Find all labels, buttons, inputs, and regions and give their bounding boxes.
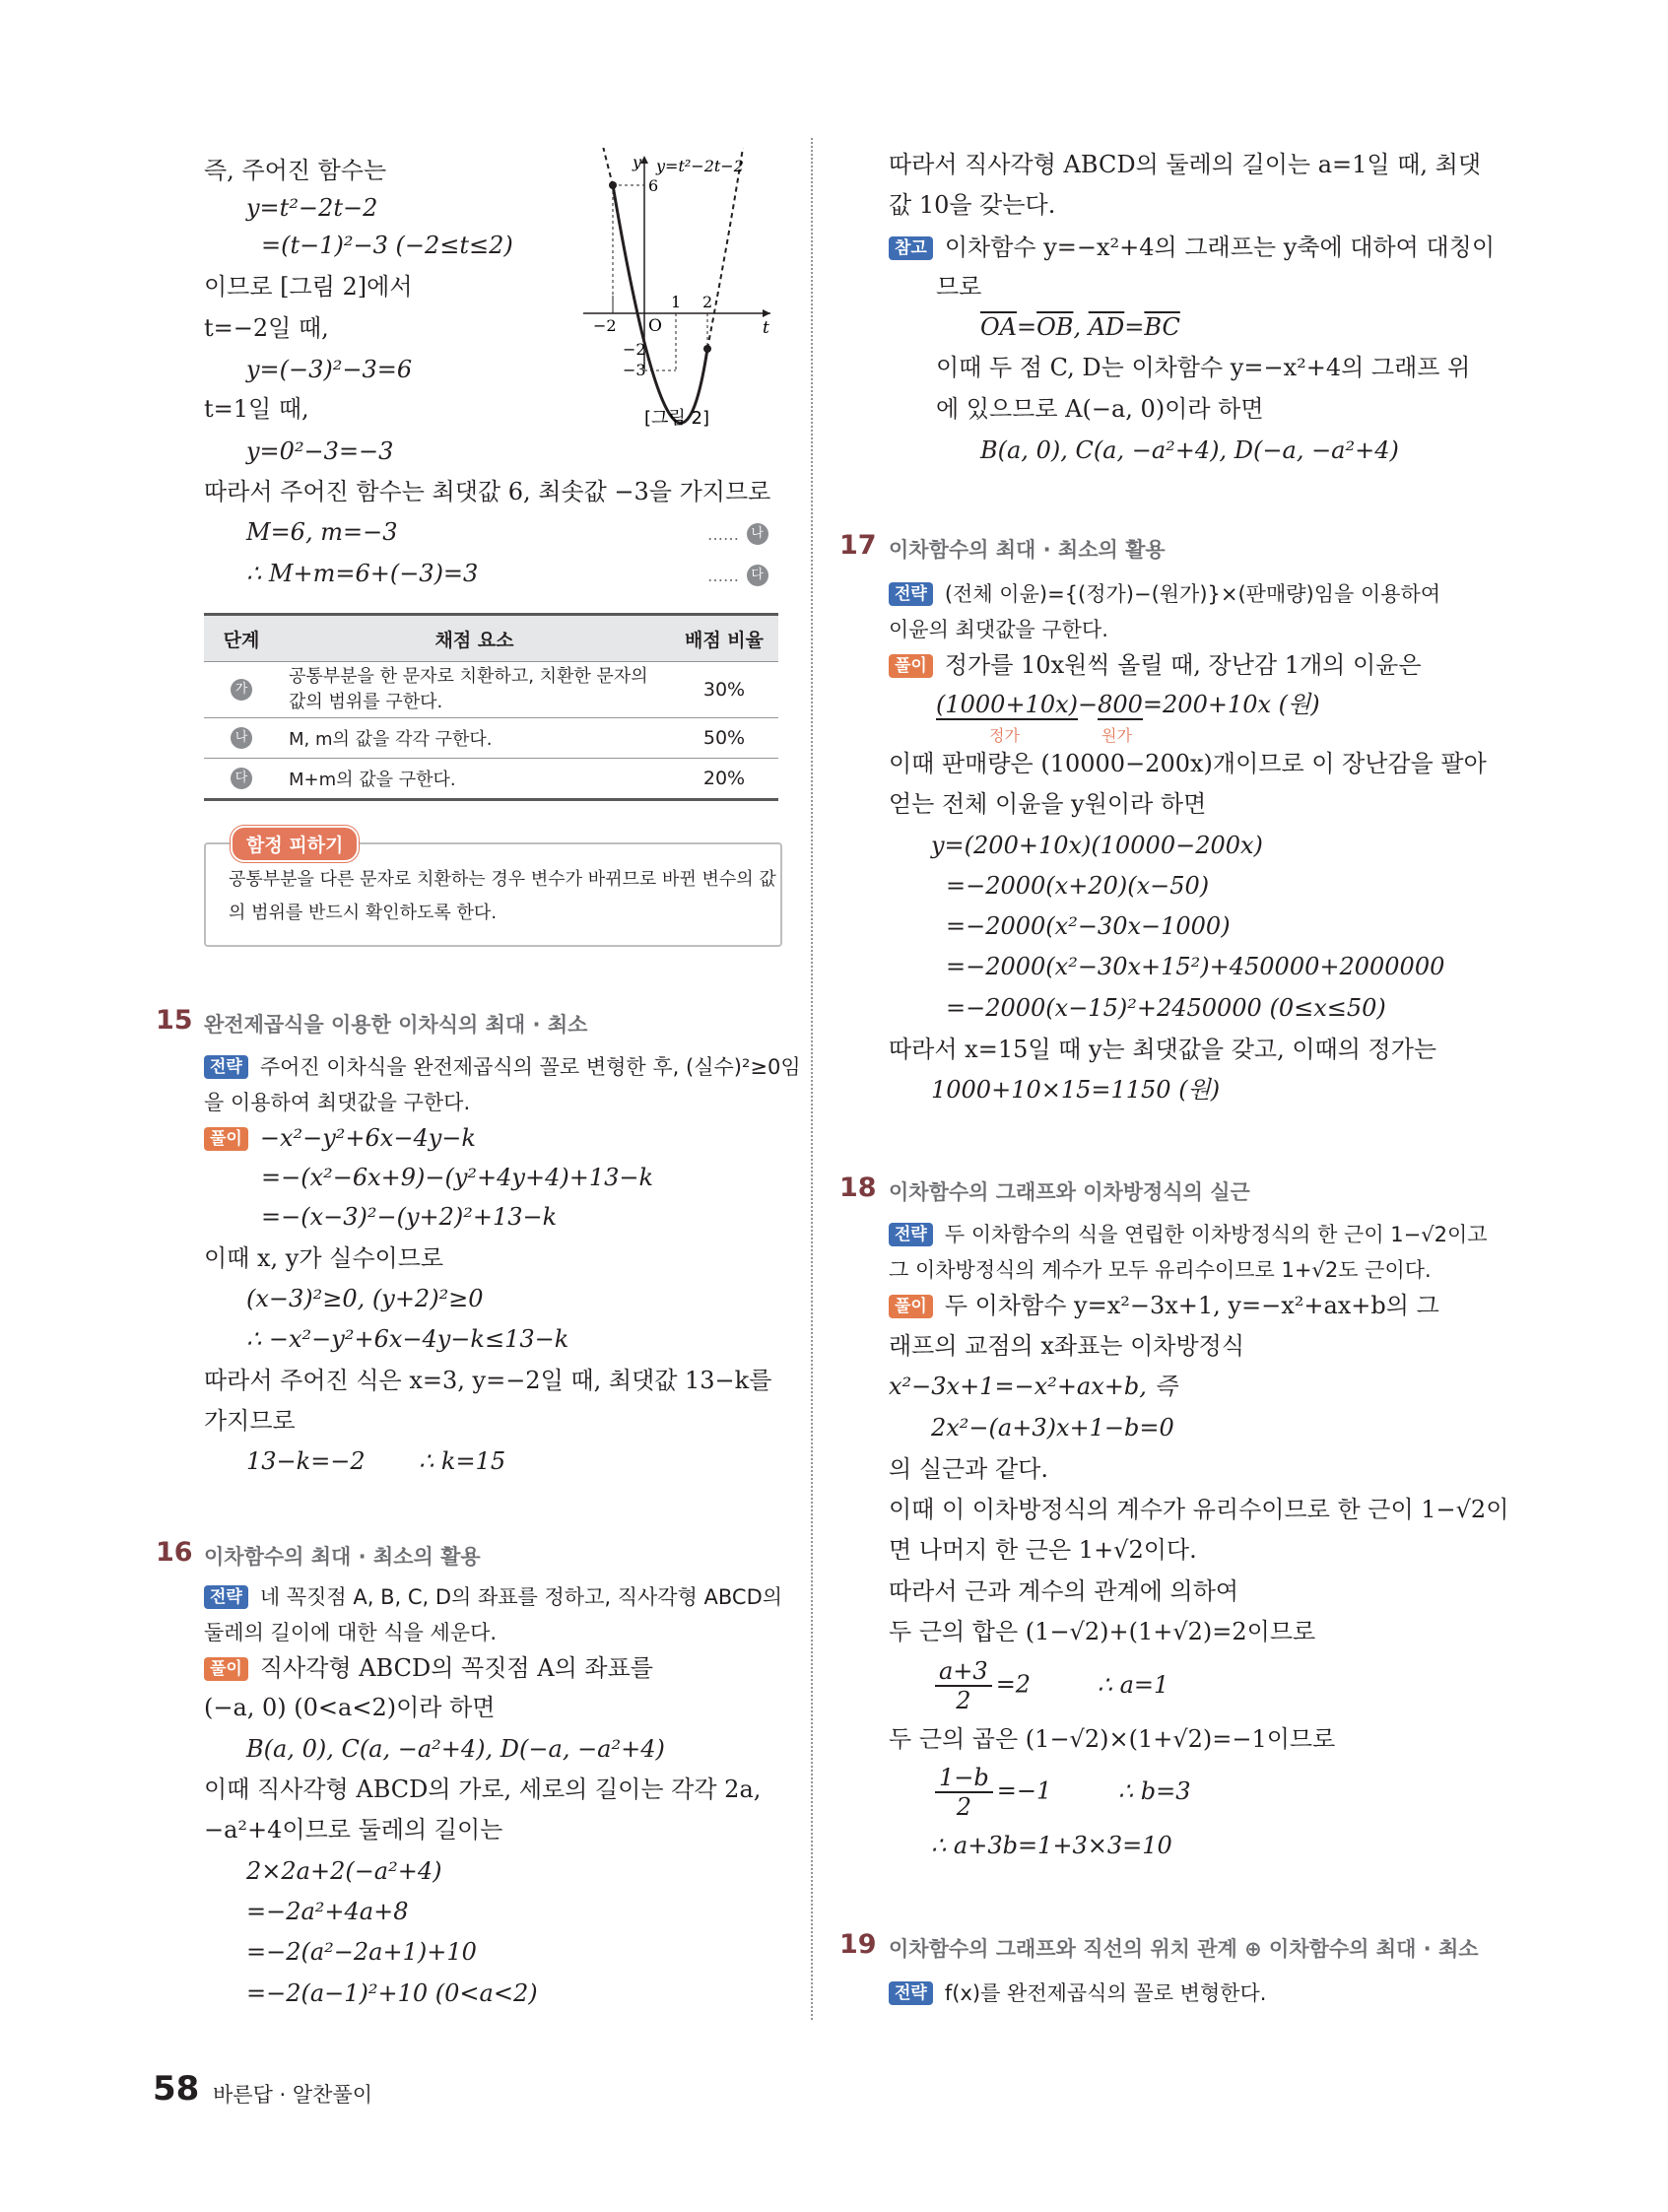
scoring-table [204,613,778,801]
text-line: 이때 x, y가 실수이므로 [204,1244,444,1272]
tick-label: −3 [623,361,646,379]
equation: 1000+10×15=1150 (원) [931,1076,1221,1104]
question-title: 완전제곱식을 이용한 이차식의 최대 · 최소 [204,1013,588,1037]
tick-label: −2 [623,340,646,359]
table-cell: 30% [670,662,778,718]
column-divider [811,138,813,2020]
equation: =−2(a−1)²+10 (0<a<2) [246,1979,538,2007]
text-line: 따라서 근과 계수의 관계에 의하여 [889,1577,1239,1605]
solution-line: 풀이 정가를 10x원씩 올릴 때, 장난감 1개의 이윤은 [889,650,1422,680]
text-line: 가지므로 [204,1407,296,1435]
question-number: 15 [156,1005,193,1036]
table-cell: 50% [670,718,778,759]
footer-label: 바른답 · 알찬풀이 [213,2083,373,2107]
strategy-line: 전략 주어진 이차식을 완전제곱식의 꼴로 변형한 후, (실수)²≥0임 [204,1052,801,1082]
equation: =−2(a²−2a+1)+10 [246,1938,477,1966]
equation: B(a, 0), C(a, −a²+4), D(−a, −a²+4) [980,436,1399,464]
text-line: 의 실근과 같다. [889,1455,1048,1483]
graph-equation: y=t²−2t−2 [656,157,744,175]
fraction-equation: $\frac{a+3}{2}$ =2 ∴ a=1 [931,1657,1168,1714]
cost-label: 원가 [1101,726,1132,745]
text-line: −a²+4이므로 둘레의 길이는 [204,1816,503,1843]
fraction-equation: $\frac{1-b}{2}$ =−1 ∴ b=3 [931,1764,1191,1821]
figure-caption: [그림 2] [644,408,709,429]
equation: y=(−3)²−3=6 [246,356,413,383]
equation: y=0²−3=−3 [246,437,394,465]
question-title: 이차함수의 그래프와 직선의 위치 관계 ⊕ 이차함수의 최대 · 최소 [889,1937,1479,1961]
step-badge: 나 [231,727,252,749]
equation: ∴ M+m=6+(−3)=3 [246,560,479,587]
table-row [204,759,778,800]
equation: 13−k=−2 [246,1447,366,1475]
text-line: 얻는 전체 이윤을 y원이라 하면 [889,790,1207,818]
text-line: 므로 [936,273,982,301]
equation: ∴ k=15 [419,1447,506,1475]
step-marker: …… 다 [707,559,768,591]
table-row [204,662,778,718]
text-line: 에 있으므로 A(−a, 0)이라 하면 [936,395,1264,423]
solution-tag: 풀이 [889,654,933,678]
strategy-tag: 전략 [889,1981,933,2005]
table-cell: 공통부분을 한 문자로 치환하고, 치환한 문자의 값의 범위를 구한다. [279,662,670,718]
equation: x²−3x+1=−x²+ax+b, 즉 [889,1373,1177,1400]
equation: $\overline{OA}=\overline{OB}$, $\overline{AD}=\overline{BC}$ [980,313,1180,341]
text-line: 면 나머지 한 근은 1+√2이다. [889,1536,1197,1564]
strategy-tag: 전략 [889,1223,933,1246]
table-header: 배점 비율 [670,615,778,662]
question-number: 16 [156,1537,193,1568]
table-header: 단계 [204,615,279,662]
equation: M=6, m=−3 [246,518,398,546]
equation: =−(x²−6x+9)−(y²+4y+4)+13−k [261,1164,654,1191]
strategy-line: 전략 두 이차함수의 식을 연립한 이차방정식의 한 근이 1−√2이고 [889,1220,1488,1249]
table-cell: M, m의 값을 각각 구한다. [279,718,670,759]
equation: (1000+10x)−800=200+10x (원) [936,691,1320,718]
equation: =−2000(x−15)²+2450000 (0≤x≤50) [946,994,1386,1022]
trap-text: 공통부분을 다른 문자로 치환하는 경우 변수가 바뀌므로 바뀐 변수의 값 [229,869,776,890]
text-line: 이때 직사각형 ABCD의 가로, 세로의 길이는 각각 2a, [204,1776,762,1803]
tick-label: −2 [593,316,617,335]
step-na-icon: 나 [747,523,768,545]
origin-label: O [648,316,662,336]
equation: =−2000(x²−30x−1000) [946,912,1231,940]
table-header: 채점 요소 [279,615,670,662]
step-da-icon: 다 [747,565,768,586]
text-line: 이때 판매량은 (10000−200x)개이므로 이 장난감을 팔아 [889,750,1487,777]
text-line: 이때 이 이차방정식의 계수가 유리수이므로 한 근이 1−√2이 [889,1496,1509,1523]
equation: B(a, 0), C(a, −a²+4), D(−a, −a²+4) [246,1735,665,1763]
step-badge: 가 [231,679,252,701]
text-line: 두 근의 곱은 (1−√2)×(1+√2)=−1이므로 [889,1725,1336,1753]
table-row [204,718,778,759]
equation: ∴ a+3b=1+3×3=10 [931,1832,1172,1859]
strategy-line: 둘레의 길이에 대한 식을 세운다. [204,1621,498,1644]
equation: =−2000(x²−30x+15²)+450000+2000000 [946,953,1445,980]
table-cell: 20% [670,759,778,800]
solution-line: 풀이 직사각형 ABCD의 꼭짓점 A의 좌표를 [204,1653,653,1683]
text-line: 래프의 교점의 x좌표는 이차방정식 [889,1332,1244,1360]
question-number: 19 [839,1929,877,1960]
equation: y=t²−2t−2 [246,194,378,222]
intro-text: 즉, 주어진 함수는 [204,157,387,184]
step-marker: …… 나 [707,517,768,550]
solution-tag: 풀이 [204,1657,248,1681]
text-line: 따라서 x=15일 때 y는 최댓값을 갖고, 이때의 정가는 [889,1036,1437,1063]
strategy-line: 을 이용하여 최댓값을 구한다. [204,1091,471,1114]
text-line: 따라서 주어진 함수는 최댓값 6, 최솟값 −3을 가지므로 [204,478,771,505]
equation: =−2a²+4a+8 [246,1898,409,1925]
equation: (x−3)²≥0, (y+2)²≥0 [246,1285,484,1312]
equation: 2x²−(a+3)x+1−b=0 [931,1414,1174,1441]
equation: =(t−1)²−3 (−2≤t≤2) [261,232,513,259]
tick-label: 2 [702,293,713,311]
text-line: t=−2일 때, [204,314,329,342]
equation: 2×2a+2(−a²+4) [246,1857,442,1885]
t-axis-label: t [763,318,769,338]
parabola-graph [573,148,780,434]
equation: =−(x−3)²−(y+2)²+13−k [261,1203,558,1231]
page-number: 58 [153,2069,200,2109]
price-label: 정가 [989,726,1020,745]
trap-text: 의 범위를 반드시 확인하도록 한다. [229,903,498,923]
strategy-line: 전략 네 꼭짓점 A, B, C, D의 좌표를 정하고, 직사각형 ABCD의 [204,1582,782,1612]
question-number: 18 [839,1173,877,1203]
equation: ∴ −x²−y²+6x−4y−k≤13−k [246,1325,569,1353]
text-line: 따라서 주어진 식은 x=3, y=−2일 때, 최댓값 13−k를 [204,1367,772,1394]
question-title: 이차함수의 최대 · 최소의 활용 [204,1545,481,1569]
strategy-line: 이윤의 최댓값을 구한다. [889,618,1108,641]
note-tag: 참고 [889,236,933,260]
text-line: 이므로 [그림 2]에서 [204,273,413,301]
step-badge: 다 [231,768,252,789]
trap-label: 함정 피하기 [231,826,359,862]
equation: y=(200+10x)(10000−200x) [931,832,1263,859]
text-line: (−a, 0) (0<a<2)이라 하면 [204,1694,496,1721]
strategy-tag: 전략 [889,582,933,606]
question-number: 17 [839,530,877,561]
strategy-tag: 전략 [204,1055,248,1079]
note-line: 참고 이차함수 y=−x²+4의 그래프는 y축에 대하여 대칭이 [889,233,1495,262]
solution-line: 풀이 −x²−y²+6x−4y−k [204,1123,476,1153]
equation: =−2000(x+20)(x−50) [946,872,1210,900]
strategy-line: 전략 f(x)를 완전제곱식의 꼴로 변형한다. [889,1978,1266,2008]
table-cell: M+m의 값을 구한다. [279,759,670,800]
question-title: 이차함수의 그래프와 이차방정식의 실근 [889,1180,1250,1204]
strategy-line: 전략 (전체 이윤)={(정가)−(원가)}×(판매량)임을 이용하여 [889,579,1440,609]
tick-label: 6 [648,176,659,195]
text-line: 따라서 직사각형 ABCD의 둘레의 길이는 a=1일 때, 최댓 [889,151,1482,178]
solution-line: 풀이 두 이차함수 y=x²−3x+1, y=−x²+ax+b의 그 [889,1291,1439,1320]
solution-tag: 풀이 [204,1127,248,1151]
strategy-line: 그 이차방정식의 계수가 모두 유리수이므로 1+√2도 근이다. [889,1258,1432,1282]
solution-tag: 풀이 [889,1295,933,1318]
strategy-tag: 전략 [204,1585,248,1609]
text-line: 값 10을 갖는다. [889,191,1056,219]
text-line: 두 근의 합은 (1−√2)+(1+√2)=2이므로 [889,1618,1316,1645]
text-line: 이때 두 점 C, D는 이차함수 y=−x²+4의 그래프 위 [936,354,1471,381]
text-line: t=1일 때, [204,395,309,423]
tick-label: 1 [671,293,682,311]
question-title: 이차함수의 최대 · 최소의 활용 [889,538,1166,562]
y-axis-label: y [633,153,642,171]
